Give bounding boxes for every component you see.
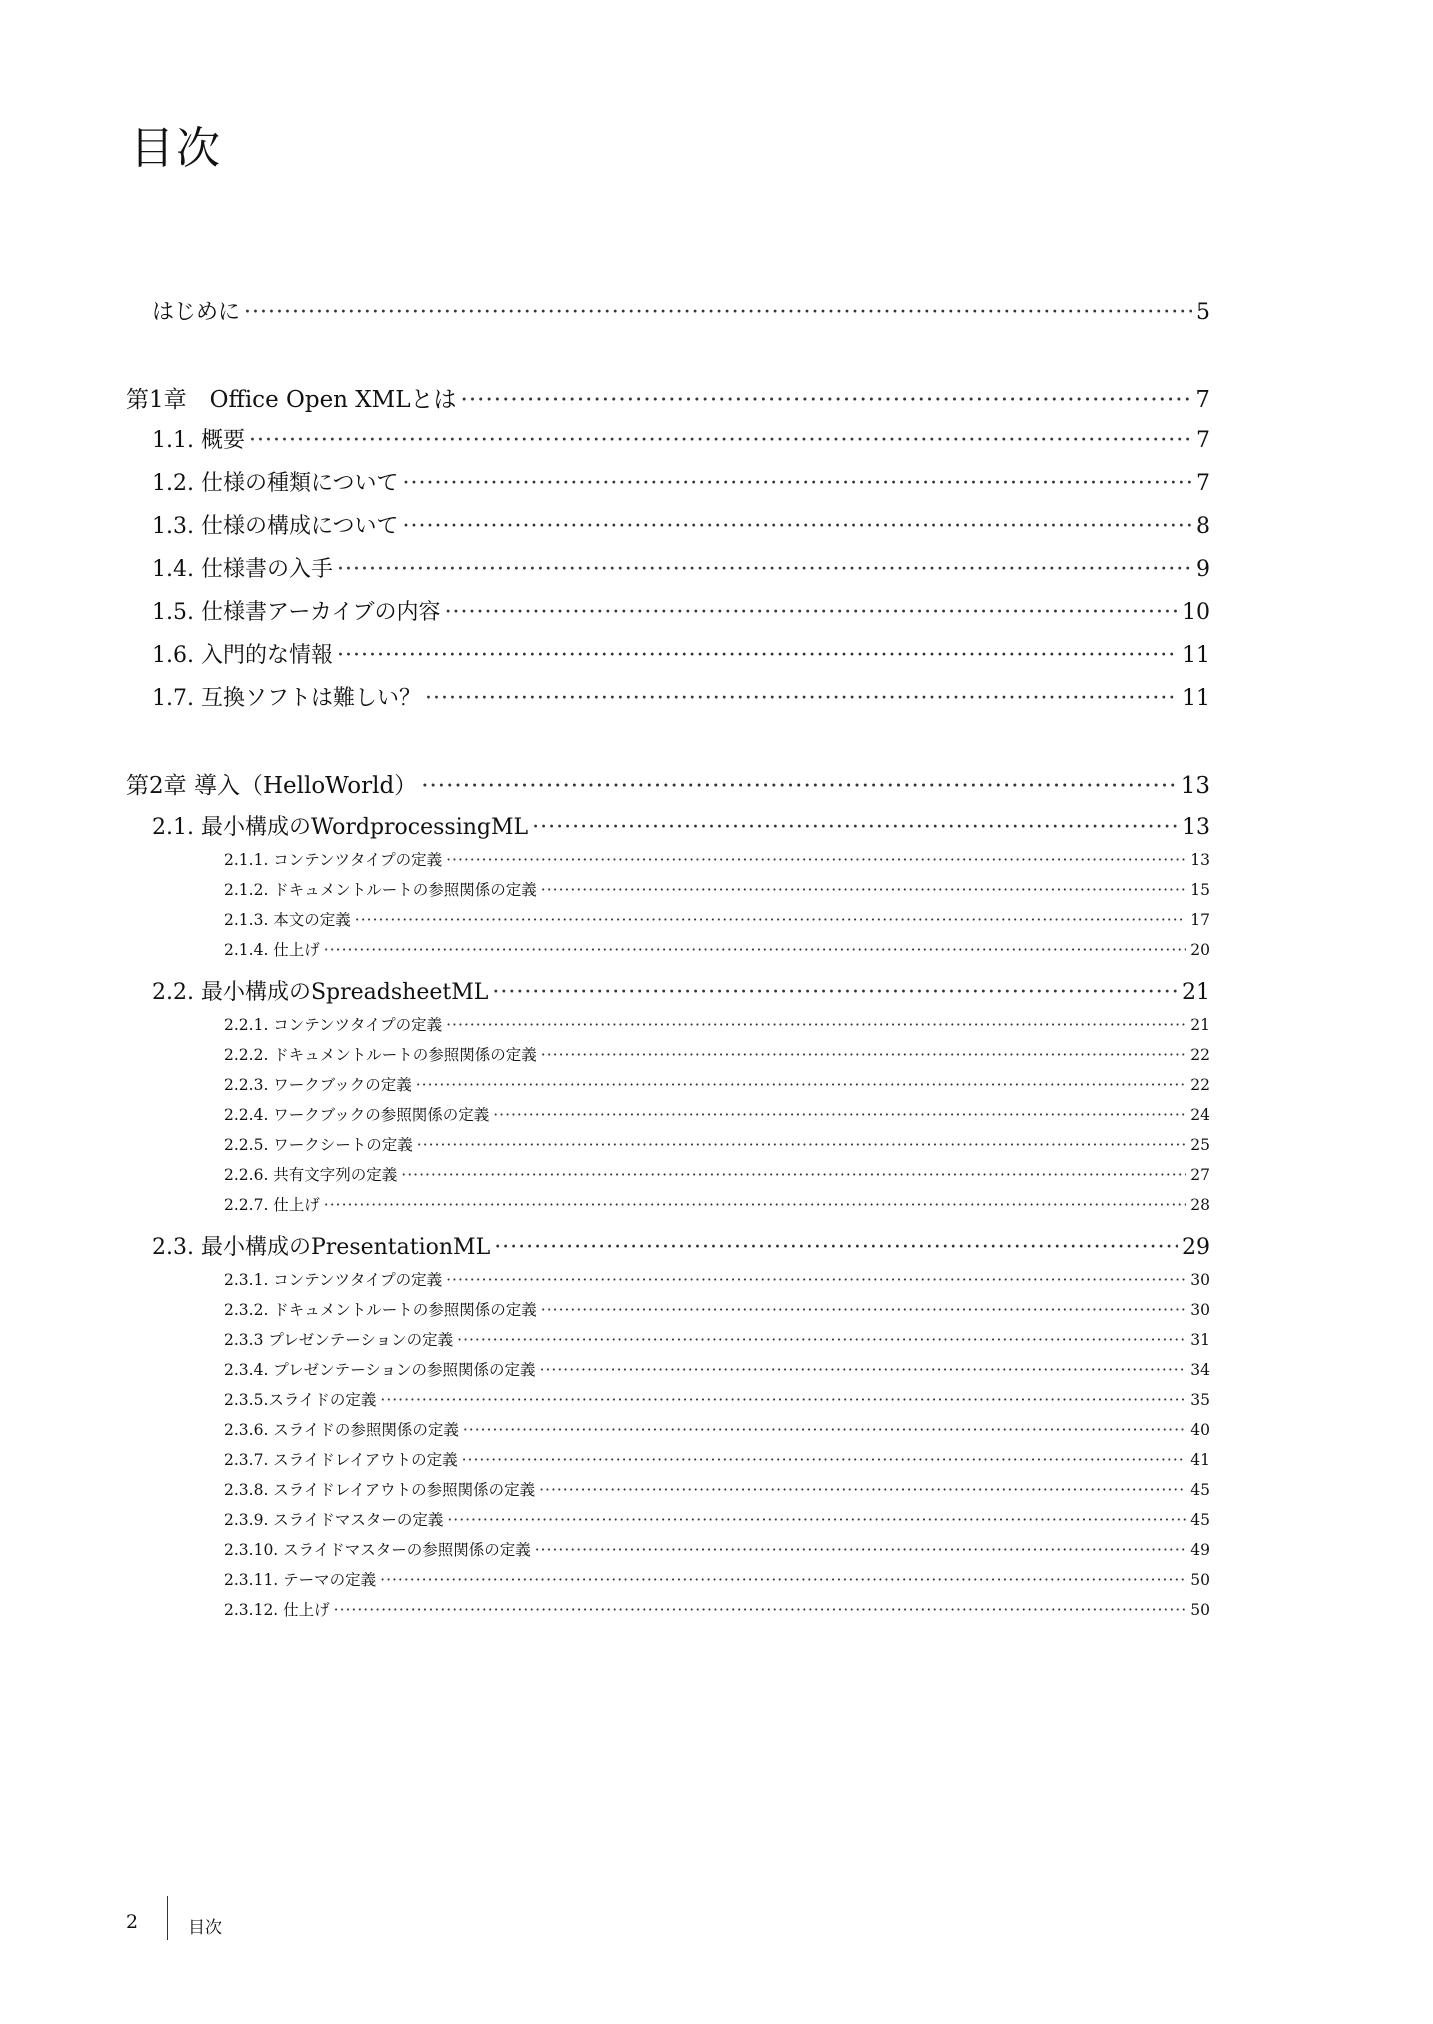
toc-dot-leader	[334, 1601, 1187, 1619]
toc-dot-leader	[416, 1076, 1187, 1094]
toc-entry-title: 第1章 Office Open XMLとは	[126, 387, 457, 413]
toc-dot-leader	[457, 1331, 1186, 1349]
toc-entry-title: 2.1.4. 仕上げ	[224, 941, 320, 959]
toc-entry-page: 15	[1190, 881, 1210, 899]
toc-entry-title: 2.3.4. プレゼンテーションの参照関係の定義	[224, 1361, 536, 1379]
toc-dot-leader	[421, 773, 1177, 799]
toc-entry-title: 2.2.3. ワークブックの定義	[224, 1076, 412, 1094]
page-heading: 目次	[130, 123, 222, 174]
toc-entry	[126, 767, 1210, 800]
toc-entry	[224, 1418, 1210, 1440]
toc-entry	[152, 295, 1210, 326]
toc-dot-leader	[535, 1541, 1187, 1559]
toc-entry-page: 8	[1196, 514, 1210, 539]
toc-dot-leader	[446, 1271, 1186, 1289]
toc-entry-title: 2.3.9. スライドマスターの定義	[224, 1511, 444, 1529]
toc-entry-title: 1.1. 概要	[152, 428, 245, 453]
toc-dot-leader	[403, 471, 1192, 496]
toc-entry-page: 22	[1190, 1076, 1210, 1094]
toc-entry-title: 1.4. 仕様書の入手	[152, 557, 333, 582]
toc-entry-title: 2.3.3 プレゼンテーションの定義	[224, 1331, 454, 1349]
toc-entry	[224, 1043, 1210, 1065]
toc-entry-page: 10	[1182, 600, 1210, 625]
toc-entry-title: 2.3.12. 仕上げ	[224, 1601, 330, 1619]
toc-entry-page: 50	[1190, 1571, 1210, 1589]
toc-entry	[152, 595, 1210, 626]
toc-entry-title: 1.6. 入門的な情報	[152, 643, 333, 668]
toc-dot-leader	[403, 514, 1192, 539]
toc-entry-page: 13	[1180, 773, 1210, 799]
toc-entry-title: 2.2.6. 共有文字列の定義	[224, 1166, 398, 1184]
toc-dot-leader	[401, 1166, 1186, 1184]
toc-dot-leader	[541, 1301, 1186, 1319]
toc-entry-title: 1.3. 仕様の構成について	[152, 514, 399, 539]
toc-dot-leader	[445, 600, 1178, 625]
footer-page-number: 2	[126, 1911, 139, 1933]
toc-entry	[224, 1328, 1210, 1350]
toc-dot-leader	[462, 1451, 1187, 1469]
toc-entry-title: 2.2.4. ワークブックの参照関係の定義	[224, 1106, 490, 1124]
toc-dot-leader	[244, 300, 1192, 325]
toc-entry-title: 2.1.1. コンテンツタイプの定義	[224, 851, 443, 869]
toc-entry-title: 2.3.7. スライドレイアウトの定義	[224, 1451, 458, 1469]
toc-entry-title: 2.2.5. ワークシートの定義	[224, 1136, 413, 1154]
toc-entry-title: 2.1.2. ドキュメントルートの参照関係の定義	[224, 881, 537, 899]
toc-entry-page: 24	[1190, 1106, 1210, 1124]
toc-entry-page: 9	[1196, 557, 1210, 582]
toc-entry-page: 11	[1182, 643, 1210, 668]
toc-entry-title: 2.3.11. テーマの定義	[224, 1571, 377, 1589]
toc-entry-page: 7	[1196, 471, 1210, 496]
toc-entry	[152, 466, 1210, 497]
toc-entry-title: 2.3.5.スライドの定義	[224, 1391, 377, 1409]
toc-dot-leader	[380, 1391, 1186, 1409]
toc-entry-title: はじめに	[152, 300, 241, 325]
toc-entry	[224, 1163, 1210, 1185]
toc-entry-page: 40	[1190, 1421, 1210, 1439]
toc-entry	[224, 1478, 1210, 1500]
toc-entry-page: 7	[1196, 428, 1210, 453]
toc-dot-leader	[541, 881, 1186, 899]
toc-entry	[224, 1013, 1210, 1035]
toc-entry-title: 2.3.1. コンテンツタイプの定義	[224, 1271, 443, 1289]
toc-dot-leader	[463, 1421, 1186, 1439]
toc-entry	[224, 1193, 1210, 1215]
toc-entry-page: 41	[1190, 1451, 1210, 1469]
toc-entry-page: 31	[1190, 1331, 1210, 1349]
toc-entry	[152, 423, 1210, 454]
toc-dot-leader	[425, 686, 1178, 711]
footer-divider	[167, 1896, 168, 1940]
toc-entry-page: 29	[1182, 1235, 1210, 1260]
toc-entry	[224, 1073, 1210, 1095]
toc-entry-page: 7	[1195, 387, 1210, 413]
toc-dot-leader	[446, 851, 1186, 869]
toc-entry-page: 45	[1190, 1511, 1210, 1529]
toc-entry-page: 21	[1182, 980, 1210, 1005]
toc-entry-title: 1.2. 仕様の種類について	[152, 471, 399, 496]
toc-entry-title: 2.3.8. スライドレイアウトの参照関係の定義	[224, 1481, 536, 1499]
toc-dot-leader	[324, 1196, 1186, 1214]
toc-entry-page: 27	[1190, 1166, 1210, 1184]
toc-entry	[224, 1538, 1210, 1560]
toc-entry-title: 2.3.6. スライドの参照関係の定義	[224, 1421, 459, 1439]
toc-entry	[224, 1358, 1210, 1380]
toc-entry-page: 21	[1190, 1016, 1210, 1034]
toc-entry-page: 25	[1190, 1136, 1210, 1154]
toc-entry	[152, 638, 1210, 669]
toc-entry-page: 30	[1190, 1301, 1210, 1319]
toc-entry	[224, 1598, 1210, 1620]
toc-entry-title: 2.2.7. 仕上げ	[224, 1196, 320, 1214]
toc-dot-leader	[355, 911, 1186, 929]
toc-entry-page: 11	[1182, 686, 1210, 711]
toc-dot-leader	[447, 1511, 1186, 1529]
toc-entry	[224, 1448, 1210, 1470]
toc-entry-page: 28	[1190, 1196, 1210, 1214]
toc-entry-page: 34	[1190, 1361, 1210, 1379]
toc-entry	[224, 1133, 1210, 1155]
toc-entry-page: 49	[1190, 1541, 1210, 1559]
toc-entry	[224, 1298, 1210, 1320]
toc-entry-title: 2.3.10. スライドマスターの参照関係の定義	[224, 1541, 531, 1559]
toc-dot-leader	[494, 1235, 1178, 1260]
toc-entry-title: 第2章 導入（HelloWorld）	[126, 773, 418, 799]
toc-dot-leader	[540, 1361, 1187, 1379]
toc-entry-page: 45	[1190, 1481, 1210, 1499]
toc-entry-page: 30	[1190, 1271, 1210, 1289]
toc-entry	[224, 1508, 1210, 1530]
toc-entry-page: 17	[1190, 911, 1210, 929]
toc-entry	[152, 1230, 1210, 1261]
toc-dot-leader	[539, 1481, 1186, 1499]
toc-entry	[152, 509, 1210, 540]
toc-entry	[224, 848, 1210, 870]
toc-dot-leader	[541, 1046, 1186, 1064]
toc-dot-leader	[249, 428, 1192, 453]
toc-entry-title: 2.2. 最小構成のSpreadsheetML	[152, 980, 489, 1005]
toc-entry-page: 35	[1190, 1391, 1210, 1409]
toc-entry	[224, 1103, 1210, 1125]
toc-entry-page: 22	[1190, 1046, 1210, 1064]
toc-dot-leader	[493, 1106, 1186, 1124]
toc-entry	[224, 1268, 1210, 1290]
toc-dot-leader	[417, 1136, 1186, 1154]
toc-entry-page: 20	[1190, 941, 1210, 959]
toc-dot-leader	[324, 941, 1186, 959]
toc-entry	[152, 552, 1210, 583]
toc-dot-leader	[532, 815, 1178, 840]
toc-entry-title: 2.2.2. ドキュメントルートの参照関係の定義	[224, 1046, 537, 1064]
toc-dot-leader	[461, 387, 1192, 413]
toc-entry	[152, 681, 1210, 712]
toc-entry-title: 1.7. 互換ソフトは難しい？	[152, 686, 421, 711]
toc-entry-title: 2.3. 最小構成のPresentationML	[152, 1235, 491, 1260]
toc-entry	[224, 908, 1210, 930]
toc-entry-title: 1.5. 仕様書アーカイブの内容	[152, 600, 441, 625]
toc-dot-leader	[337, 643, 1178, 668]
toc-entry-page: 13	[1190, 851, 1210, 869]
toc-dot-leader	[446, 1016, 1186, 1034]
toc-entry-title: 2.1.3. 本文の定義	[224, 911, 351, 929]
toc-dot-leader	[380, 1571, 1186, 1589]
toc-entry-title: 2.1. 最小構成のWordprocessingML	[152, 815, 529, 840]
footer-label: 目次	[188, 1918, 222, 1938]
toc-entry-page: 50	[1190, 1601, 1210, 1619]
toc-entry	[224, 1568, 1210, 1590]
toc-entry-title: 2.3.2. ドキュメントルートの参照関係の定義	[224, 1301, 537, 1319]
toc-entry-title: 2.2.1. コンテンツタイプの定義	[224, 1016, 443, 1034]
toc-dot-leader	[337, 557, 1192, 582]
toc-entry	[224, 1388, 1210, 1410]
toc-entry	[126, 381, 1210, 414]
toc-entry	[224, 878, 1210, 900]
toc-entry	[152, 975, 1210, 1006]
toc-dot-leader	[492, 980, 1178, 1005]
toc-entry	[152, 810, 1210, 841]
toc-entry	[224, 938, 1210, 960]
toc-entry-page: 5	[1196, 300, 1210, 325]
toc-entry-page: 13	[1182, 815, 1210, 840]
